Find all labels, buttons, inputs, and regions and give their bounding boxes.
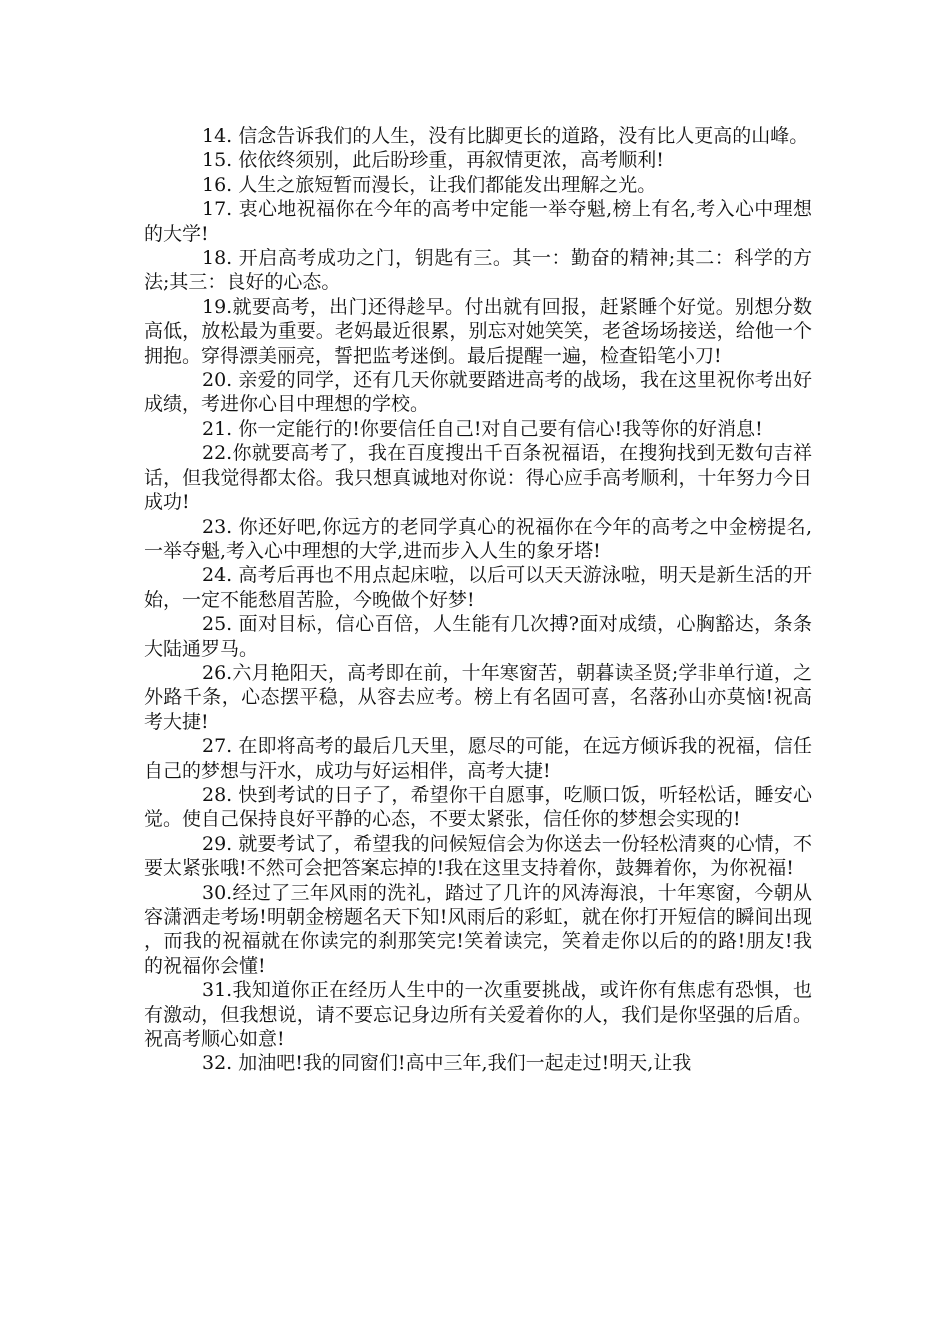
document-body bbox=[144, 124, 812, 1076]
paragraph-29: 29. 就要考试了，希望我的问候短信会为你送去一份轻松清爽的心情，不要太紧张哦!不然可会把答案忘掉的!我在这里支持着你，鼓舞着你，为你祝福! bbox=[144, 832, 812, 880]
paragraph-18: 18. 开启高考成功之门，钥匙有三。其一：勤奋的精神;其二：科学的方法;其三：良好的心态。 bbox=[144, 247, 812, 294]
paragraph-30: 30.经过了三年风雨的洗礼，踏过了几许的风涛海浪，十年寒窗，今朝从容潇洒走考场!明朝金榜题名天下知!风雨后的彩虹，就在你打开短信的瞬间出现，而我的祝福就在你读完的刹那笑完!笑着读完，笑着走你以后的的路!朋友!我的祝福你会懂! bbox=[144, 881, 812, 977]
paragraph-14: 14. 信念告诉我们的人生，没有比脚更长的道路，没有比人更高的山峰。 bbox=[202, 125, 809, 147]
paragraph-20: 20. 亲爱的同学，还有几天你就要踏进高考的战场，我在这里祝你考出好成绩，考进你心目中理想的学校。 bbox=[144, 369, 812, 416]
paragraph-31: 31.我知道你正在经历人生中的一次重要挑战，或许你有焦虑有恐惧，也有激动，但我想说，请不要忘记身边所有关爱着你的人，我们是你坚强的后盾。祝高考顺心如意! bbox=[144, 979, 812, 1051]
paragraph-15: 15. 依依终须别，此后盼珍重，再叙情更浓，高考顺利! bbox=[202, 149, 664, 172]
paragraph-21: 21. 你一定能行的!你要信任自己!对自己要有信心!我等你的好消息! bbox=[202, 417, 763, 440]
paragraph-24: 24. 高考后再也不用点起床啦，以后可以天天游泳啦，明天是新生活的开始，一定不能愁眉苦脸，今晚做个好梦! bbox=[144, 564, 812, 611]
paragraph-28: 28. 快到考试的日子了，希望你干自愿事，吃顺口饭，听轻松话，睡安心觉。使自己保持良好平静的心态，不要太紧张，信任你的梦想会实现的! bbox=[144, 783, 812, 831]
paragraph-17: 17. 衷心地祝福你在今年的高考中定能一举夺魁,榜上有名,考入心中理想的大学! bbox=[144, 198, 812, 245]
paragraph-27: 27. 在即将高考的最后几天里，愿尽的可能，在远方倾诉我的祝福，信任自己的梦想与汗水，成功与好运相伴，高考大捷! bbox=[144, 735, 812, 782]
paragraph-26: 26.六月艳阳天，高考即在前，十年寒窗苦，朝暮读圣贤;学非单行道，之外路千条，心态摆平稳，从容去应考。榜上有名固可喜，名落孙山亦莫恼!祝高考大捷! bbox=[144, 661, 812, 733]
paragraph-19: 19.就要高考，出门还得趁早。付出就有回报，赶紧睡个好觉。别想分数高低，放松最为重要。老妈最近很累，别忘对她笑笑，老爸场场接送，给他一个拥抱。穿得漂美丽亮，誓把监考迷倒。最后提醒一遍，检查铅笔小刀! bbox=[144, 295, 812, 367]
paragraph-25: 25. 面对目标，信心百倍，人生能有几次搏?面对成绩，心胸豁达，条条大陆通罗马。 bbox=[144, 613, 812, 660]
paragraph-32: 32. 加油吧!我的同窗们!高中三年,我们一起走过!明天,让我 bbox=[202, 1052, 692, 1075]
paragraph-16: 16. 人生之旅短暂而漫长，让我们都能发出理解之光。 bbox=[202, 173, 657, 196]
paragraph-22: 22.你就要高考了，我在百度搜出千百条祝福语，在搜狗找到无数句吉祥话，但我觉得都太俗。我只想真诚地对你说：得心应手高考顺利，十年努力今日成功! bbox=[144, 442, 812, 514]
paragraph-23: 23. 你还好吧,你远方的老同学真心的祝福你在今年的高考之中金榜提名,一举夺魁,考入心中理想的大学,进而步入人生的象牙塔! bbox=[144, 515, 812, 562]
